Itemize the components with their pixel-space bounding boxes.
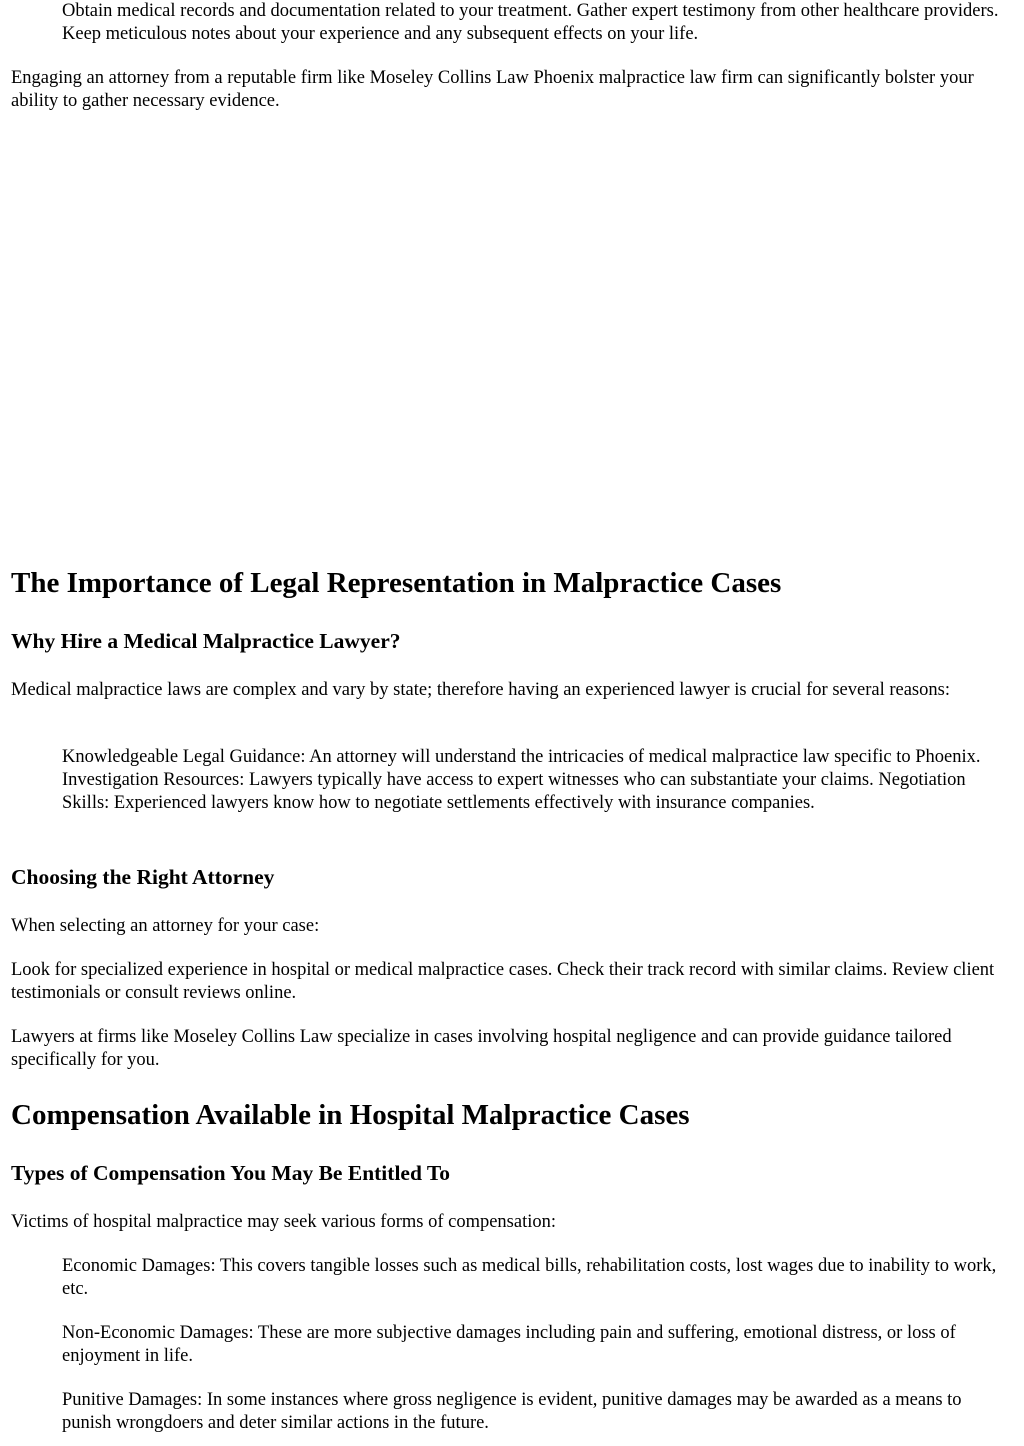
section-legal-heading-block <box>11 566 1012 600</box>
choosing-list-block <box>11 959 1012 1005</box>
engaging-paragraph-text: Engaging an attorney from a reputable firm like Moseley Collins Law Phoenix malpractice law firm can significantly bolster your ability to gather necessary evidence. <box>11 68 974 111</box>
choosing-closing: Lawyers at firms like Moseley Collins Law specialize in cases involving hospital negligence and can provide guidance tailored specifically for you. <box>11 1027 952 1070</box>
why-hire-intro: Medical malpractice laws are complex and vary by state; therefore having an experienced lawyer is crucial for several reasons: <box>11 680 950 700</box>
choosing-intro: When selecting an attorney for your case: <box>11 916 320 936</box>
top-list-item-text: Obtain medical records and documentation related to your treatment. Gather expert testimony from other healthcare providers. Keep meticulous notes about your experience and any subsequent effects on your life. <box>62 1 999 44</box>
list-item-punitive-text: Punitive Damages: In some instances where gross negligence is evident, punitive damages may be awarded as a means to punish wrongdoers and deter similar actions in the future. <box>62 1390 962 1433</box>
choosing-heading-block <box>11 864 1012 890</box>
list-item-punitive <box>62 1389 1012 1435</box>
types-intro: Victims of hospital malpractice may seek various forms of compensation: <box>11 1212 557 1232</box>
list-item-non-economic-text: Non-Economic Damages: These are more subjective damages including pain and suffering, emotional distress, or loss of enjoyment in life. <box>62 1323 956 1366</box>
choosing-list: Look for specialized experience in hospital or medical malpractice cases. Check their track record with similar claims. Review client testimonials or consult reviews online. <box>11 960 995 1003</box>
types-intro-block <box>11 1211 1012 1234</box>
choosing-heading: Choosing the Right Attorney <box>11 865 275 889</box>
why-hire-intro-block <box>11 679 1012 702</box>
choosing-closing-block <box>11 1026 1012 1072</box>
why-hire-list-text: Knowledgeable Legal Guidance: An attorney will understand the intricacies of medical malpractice law specific to Phoenix. Investigation Resources: Lawyers typically have access to expert witnesses who can substantiate your claims. Negotiation Skills: Experienced lawyers know how to negotiate settlements effectively with insurance companies. <box>62 747 981 813</box>
section-legal-heading: The Importance of Legal Representation in Malpractice Cases <box>11 567 782 599</box>
why-hire-list <box>62 746 1012 815</box>
section-compensation-heading-block <box>11 1098 1012 1132</box>
choosing-intro-block <box>11 915 1012 938</box>
engaging-paragraph <box>11 67 1012 113</box>
types-heading: Types of Compensation You May Be Entitled To <box>11 1161 451 1185</box>
types-heading-block <box>11 1160 1012 1186</box>
list-item-non-economic <box>62 1322 1012 1368</box>
list-item-economic <box>62 1255 1012 1301</box>
why-hire-heading: Why Hire a Medical Malpractice Lawyer? <box>11 629 401 653</box>
why-hire-heading-block <box>11 628 1012 654</box>
list-item-economic-text: Economic Damages: This covers tangible losses such as medical bills, rehabilitation costs, lost wages due to inability to work, etc. <box>62 1256 997 1299</box>
top-list-item <box>62 0 1012 46</box>
section-compensation-heading: Compensation Available in Hospital Malpractice Cases <box>11 1099 690 1131</box>
